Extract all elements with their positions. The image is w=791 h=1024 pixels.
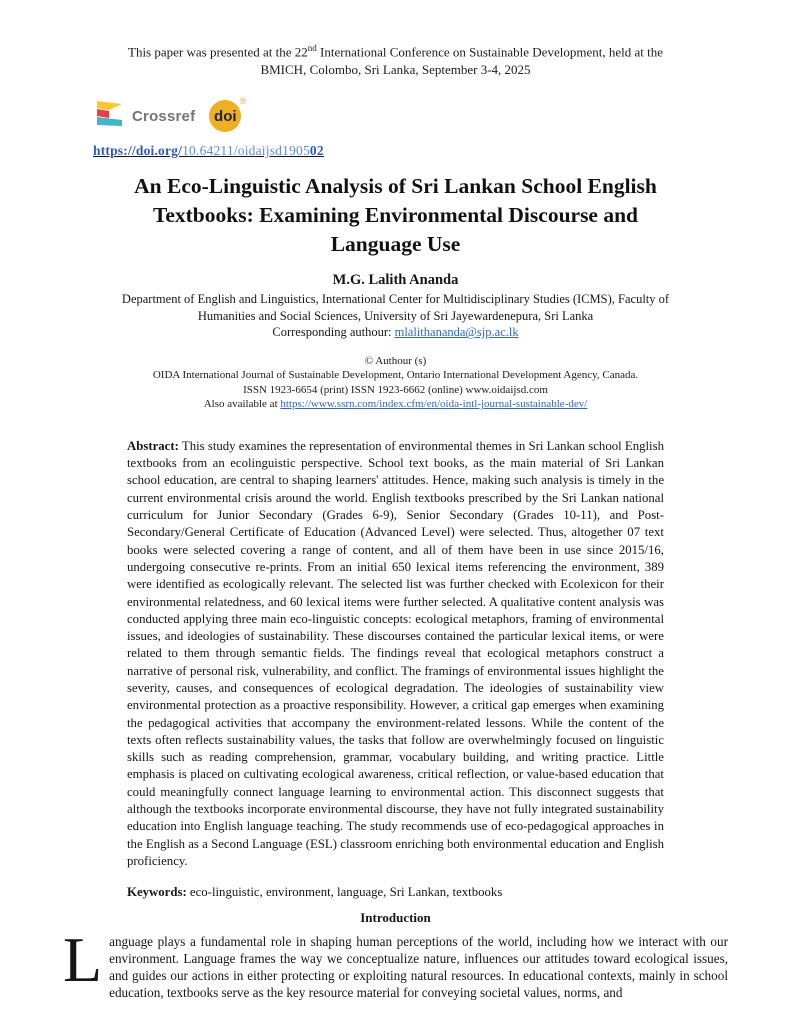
conference-note-text-cont: International Conference on Sustainable Development, held at the	[316, 44, 663, 60]
conference-note-line1	[0, 40, 791, 61]
keywords-label: Keywords:	[127, 885, 187, 900]
journal-line: OIDA International Journal of Sustainable Development, Ontario International Development Agency, Canada.	[152, 369, 639, 382]
conference-note-text: This paper was presented at the 22	[128, 44, 308, 60]
also-available-line	[0, 397, 791, 412]
doi-badge-icon: doi	[209, 100, 241, 132]
title-line-2: Textbooks: Examining Environmental Discourse and	[152, 203, 639, 228]
introduction-paragraph	[63, 924, 728, 1001]
doi-logo	[209, 96, 247, 132]
also-available-label: Also available at	[203, 398, 281, 411]
doi-link-body: 10.64211/oidaijsd1905	[182, 143, 310, 159]
crossref-wordmark: Crossref	[132, 107, 196, 125]
crossref-chevrons-icon	[95, 100, 125, 132]
conference-note	[0, 0, 791, 78]
title-line-3: Language Use	[330, 232, 461, 257]
author-block	[0, 272, 791, 341]
introduction-heading: Introduction	[360, 910, 431, 926]
doi-link-suffix: 02	[309, 143, 324, 159]
doi-link[interactable]	[93, 143, 324, 158]
introduction-text: anguage plays a fundamental role in shaping human perceptions of the world, including how we interact with our environment. Language frames the way we conceptualize nature, influences our attitudes toward ecological issues, and guides our actions in either protecting or exploiting natural resources. In educational contexts, mainly in school education, textbooks serve as the key resource material for conveying societal values, norms, and	[109, 934, 728, 1001]
affiliation-line-1: Department of English and Linguistics, International Center for Multidisciplinary Studies (ICMS), Faculty of	[121, 292, 670, 307]
registered-mark-icon: ®	[239, 96, 247, 107]
abstract	[127, 438, 664, 870]
author-name: M.G. Lalith Ananda	[332, 272, 459, 289]
page-title	[0, 172, 791, 259]
abstract-label: Abstract:	[127, 438, 179, 453]
copyright-line: © Authour (s)	[364, 354, 427, 367]
issn-line: ISSN 1923-6654 (print) ISSN 1923-6662 (online) www.oidaijsd.com	[243, 383, 548, 396]
doi-link-row	[93, 143, 791, 159]
conference-note-line2: BMICH, Colombo, Sri Lanka, September 3-4, 2025	[260, 61, 531, 77]
affiliation-line-2: Humanities and Social Sciences, University of Sri Jayewardenepura, Sri Lanka	[197, 308, 594, 323]
crossref-logo	[95, 100, 195, 132]
doi-link-prefix: https://doi.org/	[93, 143, 183, 159]
title-line-1: An Eco-Linguistic Analysis of Sri Lankan School English	[134, 174, 657, 199]
corresponding-author-line	[0, 324, 791, 341]
abstract-text: This study examines the representation of environmental themes in Sri Lankan school English textbooks from an ecolinguistic perspective. School text books, as the main material of Sri Lankan school education, are central to shaping learners' attitudes. Hence, making such analysis is timely in the current environmental crisis around the world. English textbooks prescribed by the Sri Lankan national curriculum for Junior Secondary (Grades 6-9), Senior Secondary (Grades 10-11), and Post-Secondary/General Certificate of Education (Advanced Level) were selected. Thus, altogether 07 text books were selected covering a range of content, and all of them have been in use since 2015/16, undergoing consecutive re-prints. From an initial 650 lexical items referencing the environment, 389 were identified as ecologically relevant. The selected list was further checked with Ecolexicon for their environmental relatedness, and 60 lexical items were further selected. A qualitative content analysis was conducted applying three main eco-linguistic concepts: ecological metaphors, framing of environmental issues, and ideologies of sustainability. These discourses contained the particular lexical items, or were related to them through semantic fields. The findings reveal that ecological metaphors construct a narrative of personal risk, vulnerability, and conflict. The framings of environmental issues highlight the severity, causes, and consequences of ecological degradation. The ideologies of sustainability view environmental protection as a proactive responsibility. However, a critical gap emerges when examining the pedagogical activities that accompany the environment-related lessons. While the content of the texts often reflects sustainability values, the tasks that follow are overwhelmingly focused on linguistic skills such as reading comprehension, grammar, vocabulary building, and writing practice. Little emphasis is placed on cultivating ecological awareness, critical reflection, or value-based education that could meaningfully connect language learning to environmental action. This disconnect suggests that although the textbooks incorporate environmental discourse, they have not fully integrated sustainability education into English language teaching. The study recommends use of eco-pedagogical approaches in the English as a Second Language (ESL) classroom enriching both environmental education and English proficiency.	[127, 438, 664, 868]
ssrn-journal-link[interactable]: https://www.ssrn.com/index.cfm/en/oida-intl-journal-sustainable-dev/	[280, 398, 588, 411]
logos-row	[95, 98, 791, 134]
drop-cap: L	[63, 924, 103, 996]
journal-imprint	[0, 354, 791, 412]
ordinal-superscript: nd	[307, 43, 317, 53]
keywords	[127, 885, 664, 900]
author-affiliation	[0, 291, 791, 341]
corresponding-author-label: Corresponding authour:	[272, 325, 395, 340]
keywords-text: eco-linguistic, environment, language, Sri Lankan, textbooks	[186, 885, 503, 900]
corresponding-author-email-link[interactable]: mlalithananda@sjp.ac.lk	[394, 325, 519, 340]
